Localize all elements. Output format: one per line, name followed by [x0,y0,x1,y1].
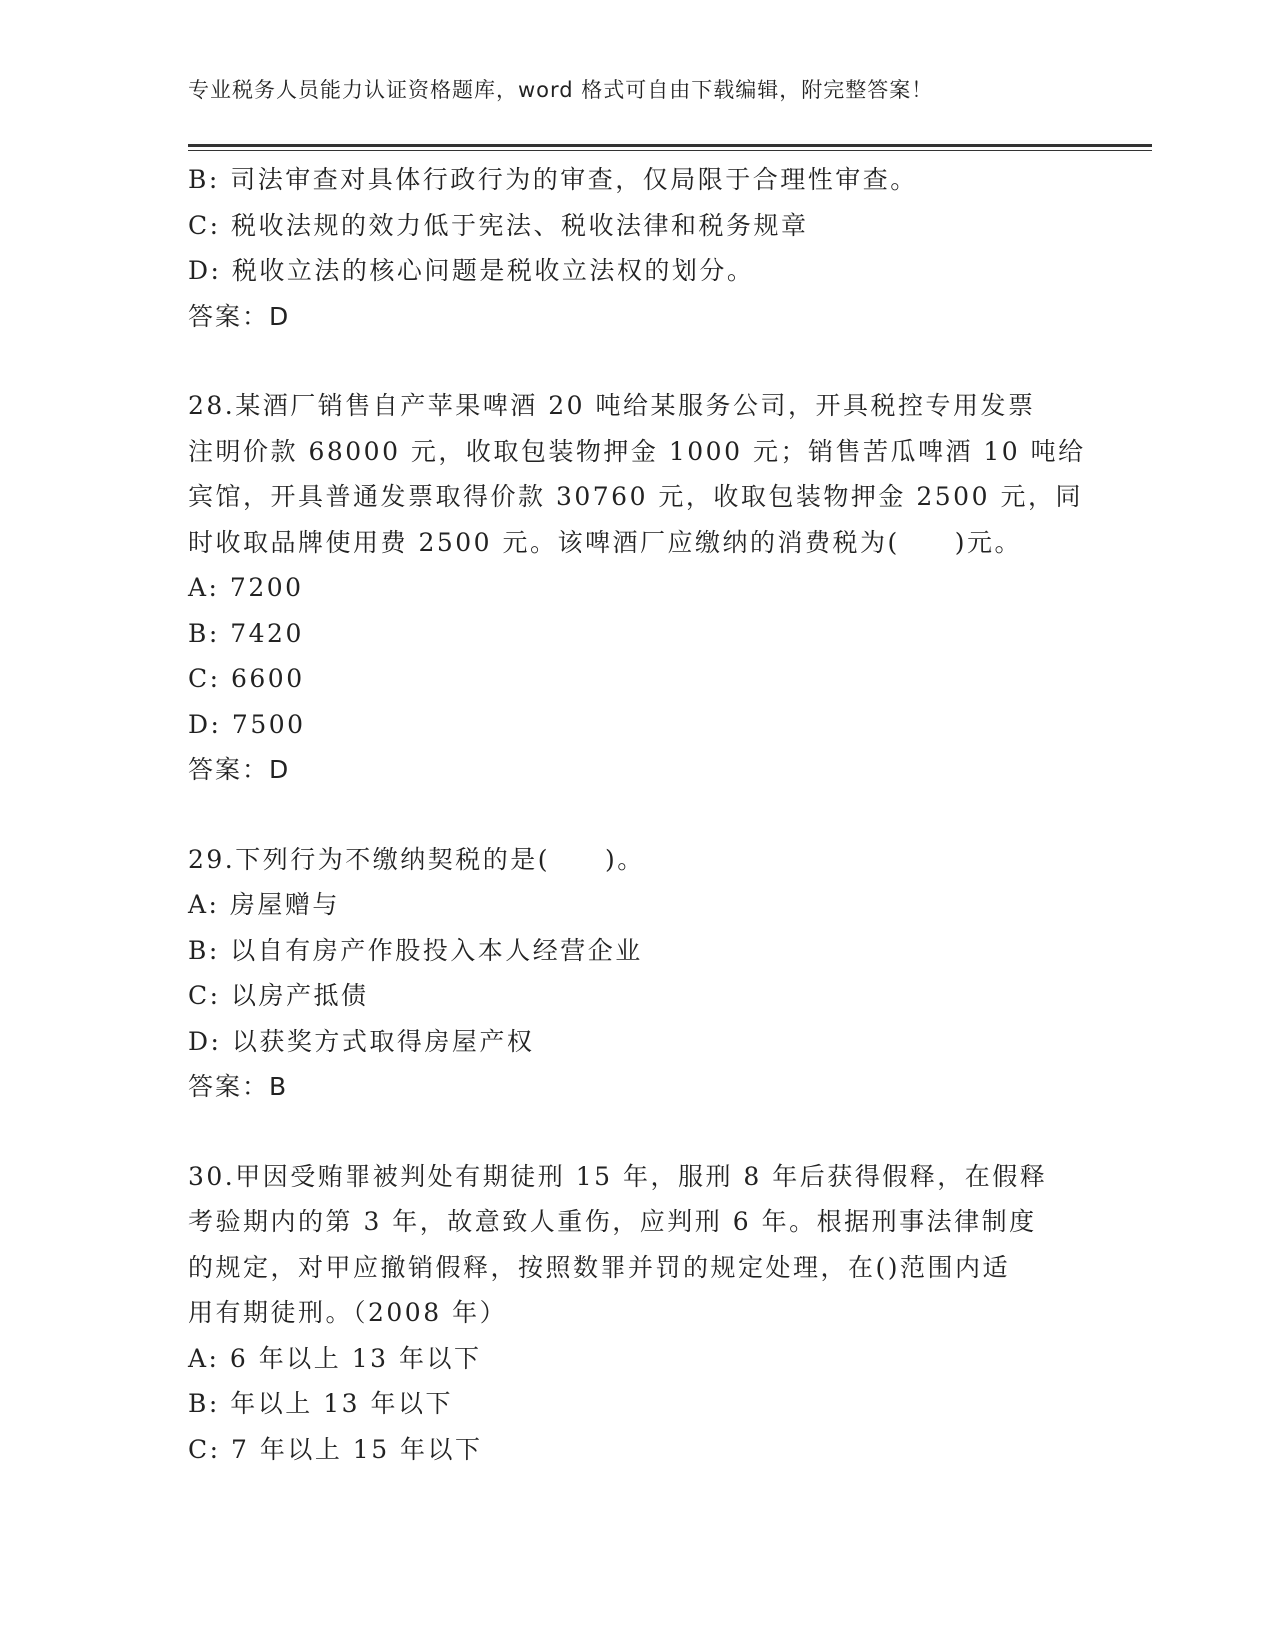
answer: 答案：B [188,1072,289,1101]
header-rule-thick [188,144,1152,147]
document-body [188,157,1088,1472]
question-stem-line: 注明价款 68000 元，收取包装物押金 1000 元；销售苦瓜啤酒 10 吨给 [188,436,1086,466]
page-header: 专业税务人员能力认证资格题库，word 格式可自由下载编辑，附完整答案！ [188,78,934,102]
answer: 答案：D [188,755,291,784]
question-stem-line: 30.甲因受贿罪被判处有期徒刑 15 年，服刑 8 年后获得假释，在假释 [188,1161,1048,1191]
option-a: A: 6 年以上 13 年以下 [188,1343,482,1373]
question-stem-line: 29.下列行为不缴纳契税的是( )。 [188,844,645,874]
header-rule-thin [188,150,1152,151]
question-stem-line: 28.某酒厂销售自产苹果啤酒 20 吨给某服务公司，开具税控专用发票 [188,391,1036,420]
spacer [188,793,1088,837]
question-stem-line: 的规定，对甲应撤销假释，按照数罪并罚的规定处理，在()范围内适 [188,1252,1011,1282]
question-stem-line: 考验期内的第 3 年，故意致人重伤，应判刑 6 年。根据刑事法律制度 [188,1207,1037,1236]
option-b: B: 司法审查对具体行政行为的审查，仅局限于合理性审查。 [188,165,918,194]
question-stem-line: 用有期徒刑。（2008 年） [188,1298,508,1327]
option-d: D: 7500 [188,709,306,739]
question-29 [188,837,1088,1110]
option-b: B: 7420 [188,618,304,648]
question-28 [188,383,1088,793]
option-c: C: 7 年以上 15 年以下 [188,1434,483,1464]
spacer [188,339,1088,383]
question-stem-line: 宾馆，开具普通发票取得价款 30760 元，收取包装物押金 2500 元，同 [188,482,1083,511]
option-c: C: 以房产抵债 [188,981,369,1010]
option-c: C: 税收法规的效力低于宪法、税收法律和税务规章 [188,210,809,240]
prev-question [188,157,1088,339]
option-b: B: 年以上 13 年以下 [188,1389,453,1418]
option-d: D: 以获奖方式取得房屋产权 [188,1026,535,1056]
option-a: A: 7200 [188,573,304,602]
option-d: D: 税收立法的核心问题是税收立法权的划分。 [188,256,755,285]
answer: 答案：D [188,301,291,331]
option-c: C: 6600 [188,664,305,693]
spacer [188,1110,1088,1154]
option-a: A: 房屋赠与 [188,890,340,919]
question-30 [188,1154,1088,1473]
question-stem-line: 时收取品牌使用费 2500 元。该啤酒厂应缴纳的消费税为( )元。 [188,527,1023,557]
option-b: B: 以自有房产作股投入本人经营企业 [188,935,643,965]
